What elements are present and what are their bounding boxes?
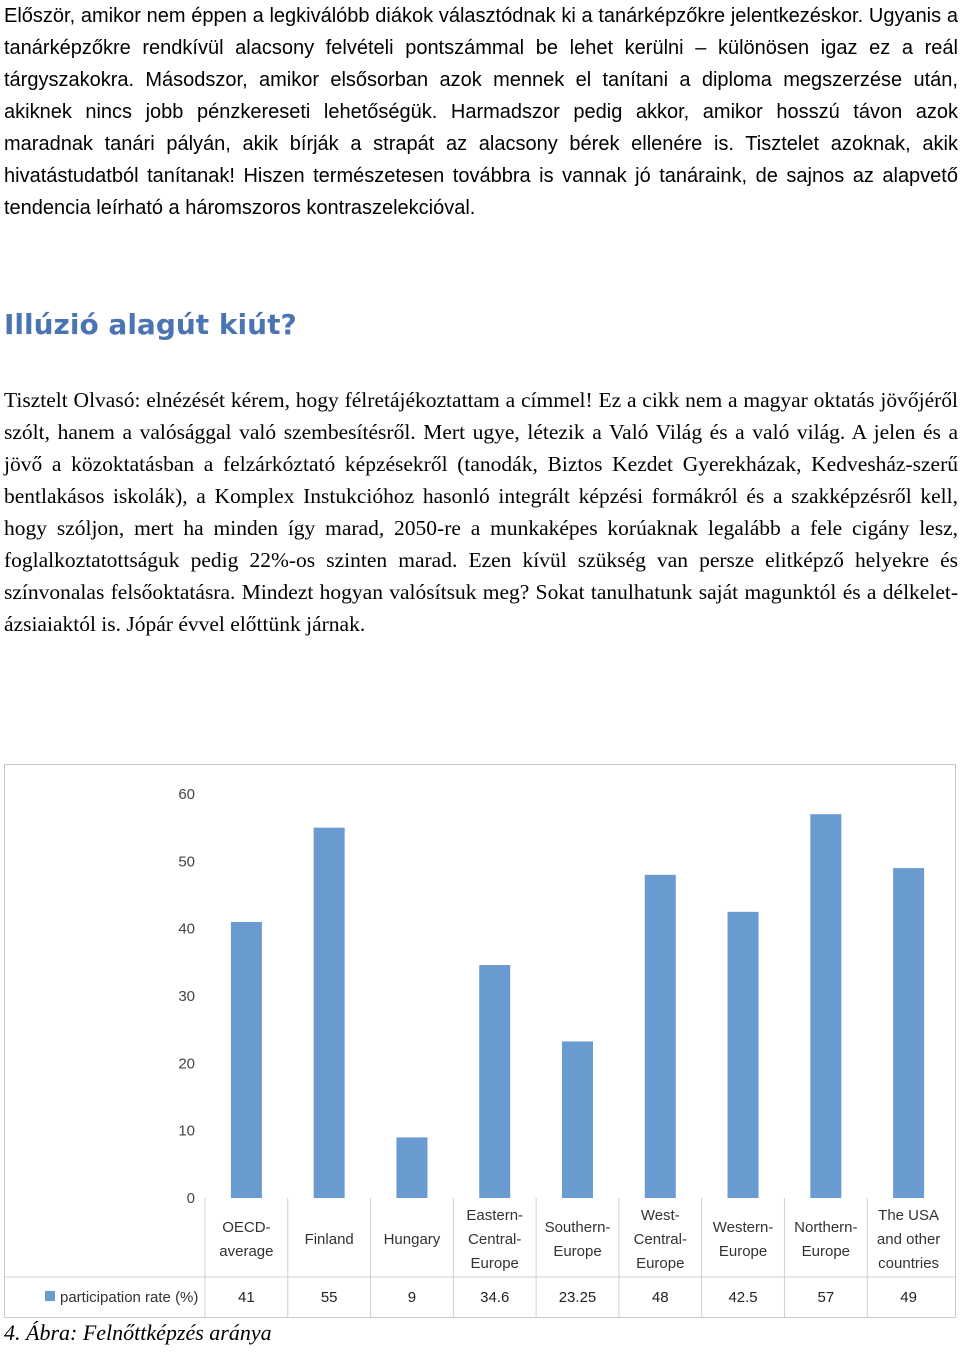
data-value-label: 55 — [320, 1289, 338, 1306]
section-heading: Illúzió alagút kiút? — [4, 308, 297, 341]
x-category-label: The USA and other countries — [876, 1207, 941, 1272]
bar — [562, 1041, 593, 1198]
bar — [231, 922, 262, 1198]
y-tick-label: 0 — [186, 1190, 195, 1207]
paragraph-body: Tisztelt Olvasó: elnézését kérem, hogy félretájékoztattam a címmel! Ez a cikk nem a magyar oktatás jövőjéről szólt, hanem a valósággal való szembesítésről. Mert ugye, létezik a Való Világ és a való világ. A jelen és a jövő a közoktatásban a felzárkóztató képzésekről (tanodák, Biztos Kezdet Gyerekházak, Kedvesház-szerű bentlakásos iskolák), a Komplex Instukcióhoz hasonló integrált képzési formákról és a szakképzésről kell, hogy szóljon, mert ha minden így marad, 2050-re a munkaképes korúaknak legalább a fele cigány lesz, foglalkoztatottságuk pedig 22%-os szinten marad. Ezen kívül szükség van persze elitképző helyekre és színvonalas felsőoktatásra. Mindezt hogyan valósítsuk meg? Sokat tanulhatunk saját magunktól és a délkelet-ázsiaiaktól is. Jópár évvel előttünk járnak. — [4, 388, 958, 636]
x-category-label: OECD-average — [219, 1219, 274, 1260]
x-category-label: Northern-Europe — [794, 1219, 858, 1260]
bar-chart-frame — [4, 764, 956, 1318]
data-value-label: 49 — [900, 1289, 917, 1306]
legend-swatch — [45, 1291, 55, 1301]
data-value-label: 34.6 — [480, 1289, 510, 1306]
data-value-label: 57 — [817, 1289, 835, 1306]
bar — [314, 828, 345, 1198]
y-tick-label: 30 — [178, 988, 195, 1005]
bar — [728, 912, 759, 1198]
data-value-label: 42.5 — [728, 1289, 758, 1306]
bar — [396, 1137, 427, 1198]
bar — [645, 875, 676, 1198]
data-value-label: 41 — [238, 1289, 255, 1306]
data-value-label: 23.25 — [558, 1289, 597, 1306]
x-category-label: Hungary — [383, 1231, 441, 1248]
bar — [479, 965, 510, 1198]
x-category-label: Western-Europe — [712, 1219, 774, 1260]
data-value-label: 48 — [651, 1289, 669, 1306]
paragraph-intro: Először, amikor nem éppen a legkiválóbb diákok választódnak ki a tanárképzőkre jelentkezéskor. Ugyanis a tanárképzőkre rendkívül alacsony felvételi pontszámmal be lehet kerülni – különösen igaz ez a reál tárgyszakokra. Másodszor, amikor elsősorban azok mennek el tanítani a diploma megszerzése után, akiknek nincs jobb pénzkereseti lehetőségük. Harmadszor pedig akkor, amikor hosszú távon azok maradnak tanári pályán, akik bírják a strapát az alacsony bérek ellenére is. Tisztelet azoknak, akik hivatástudatból tanítanak! Hiszen természetesen továbbra is vannak jó tanáraink, de sajnos az alapvető tendencia leírható a háromszoros kontraszelekcióval. — [4, 5, 958, 219]
y-tick-label: 10 — [178, 1122, 195, 1140]
figure-caption: 4. Ábra: Felnőttképzés aránya — [4, 1320, 272, 1345]
y-tick-label: 20 — [178, 1055, 195, 1073]
data-value-label: 9 — [407, 1289, 417, 1306]
x-category-label: West-Central-Europe — [633, 1207, 687, 1272]
x-category-label: Finland — [304, 1231, 354, 1248]
y-tick-label: 60 — [178, 786, 195, 803]
x-category-label: Eastern-Central-Europe — [466, 1207, 524, 1272]
bar-chart — [5, 765, 955, 1317]
y-tick-label: 50 — [178, 853, 195, 871]
legend-label: participation rate (%) — [60, 1289, 199, 1306]
y-tick-label: 40 — [178, 920, 195, 938]
bar — [810, 814, 841, 1198]
bar — [893, 868, 924, 1198]
x-category-label: Southern-Europe — [544, 1219, 611, 1260]
